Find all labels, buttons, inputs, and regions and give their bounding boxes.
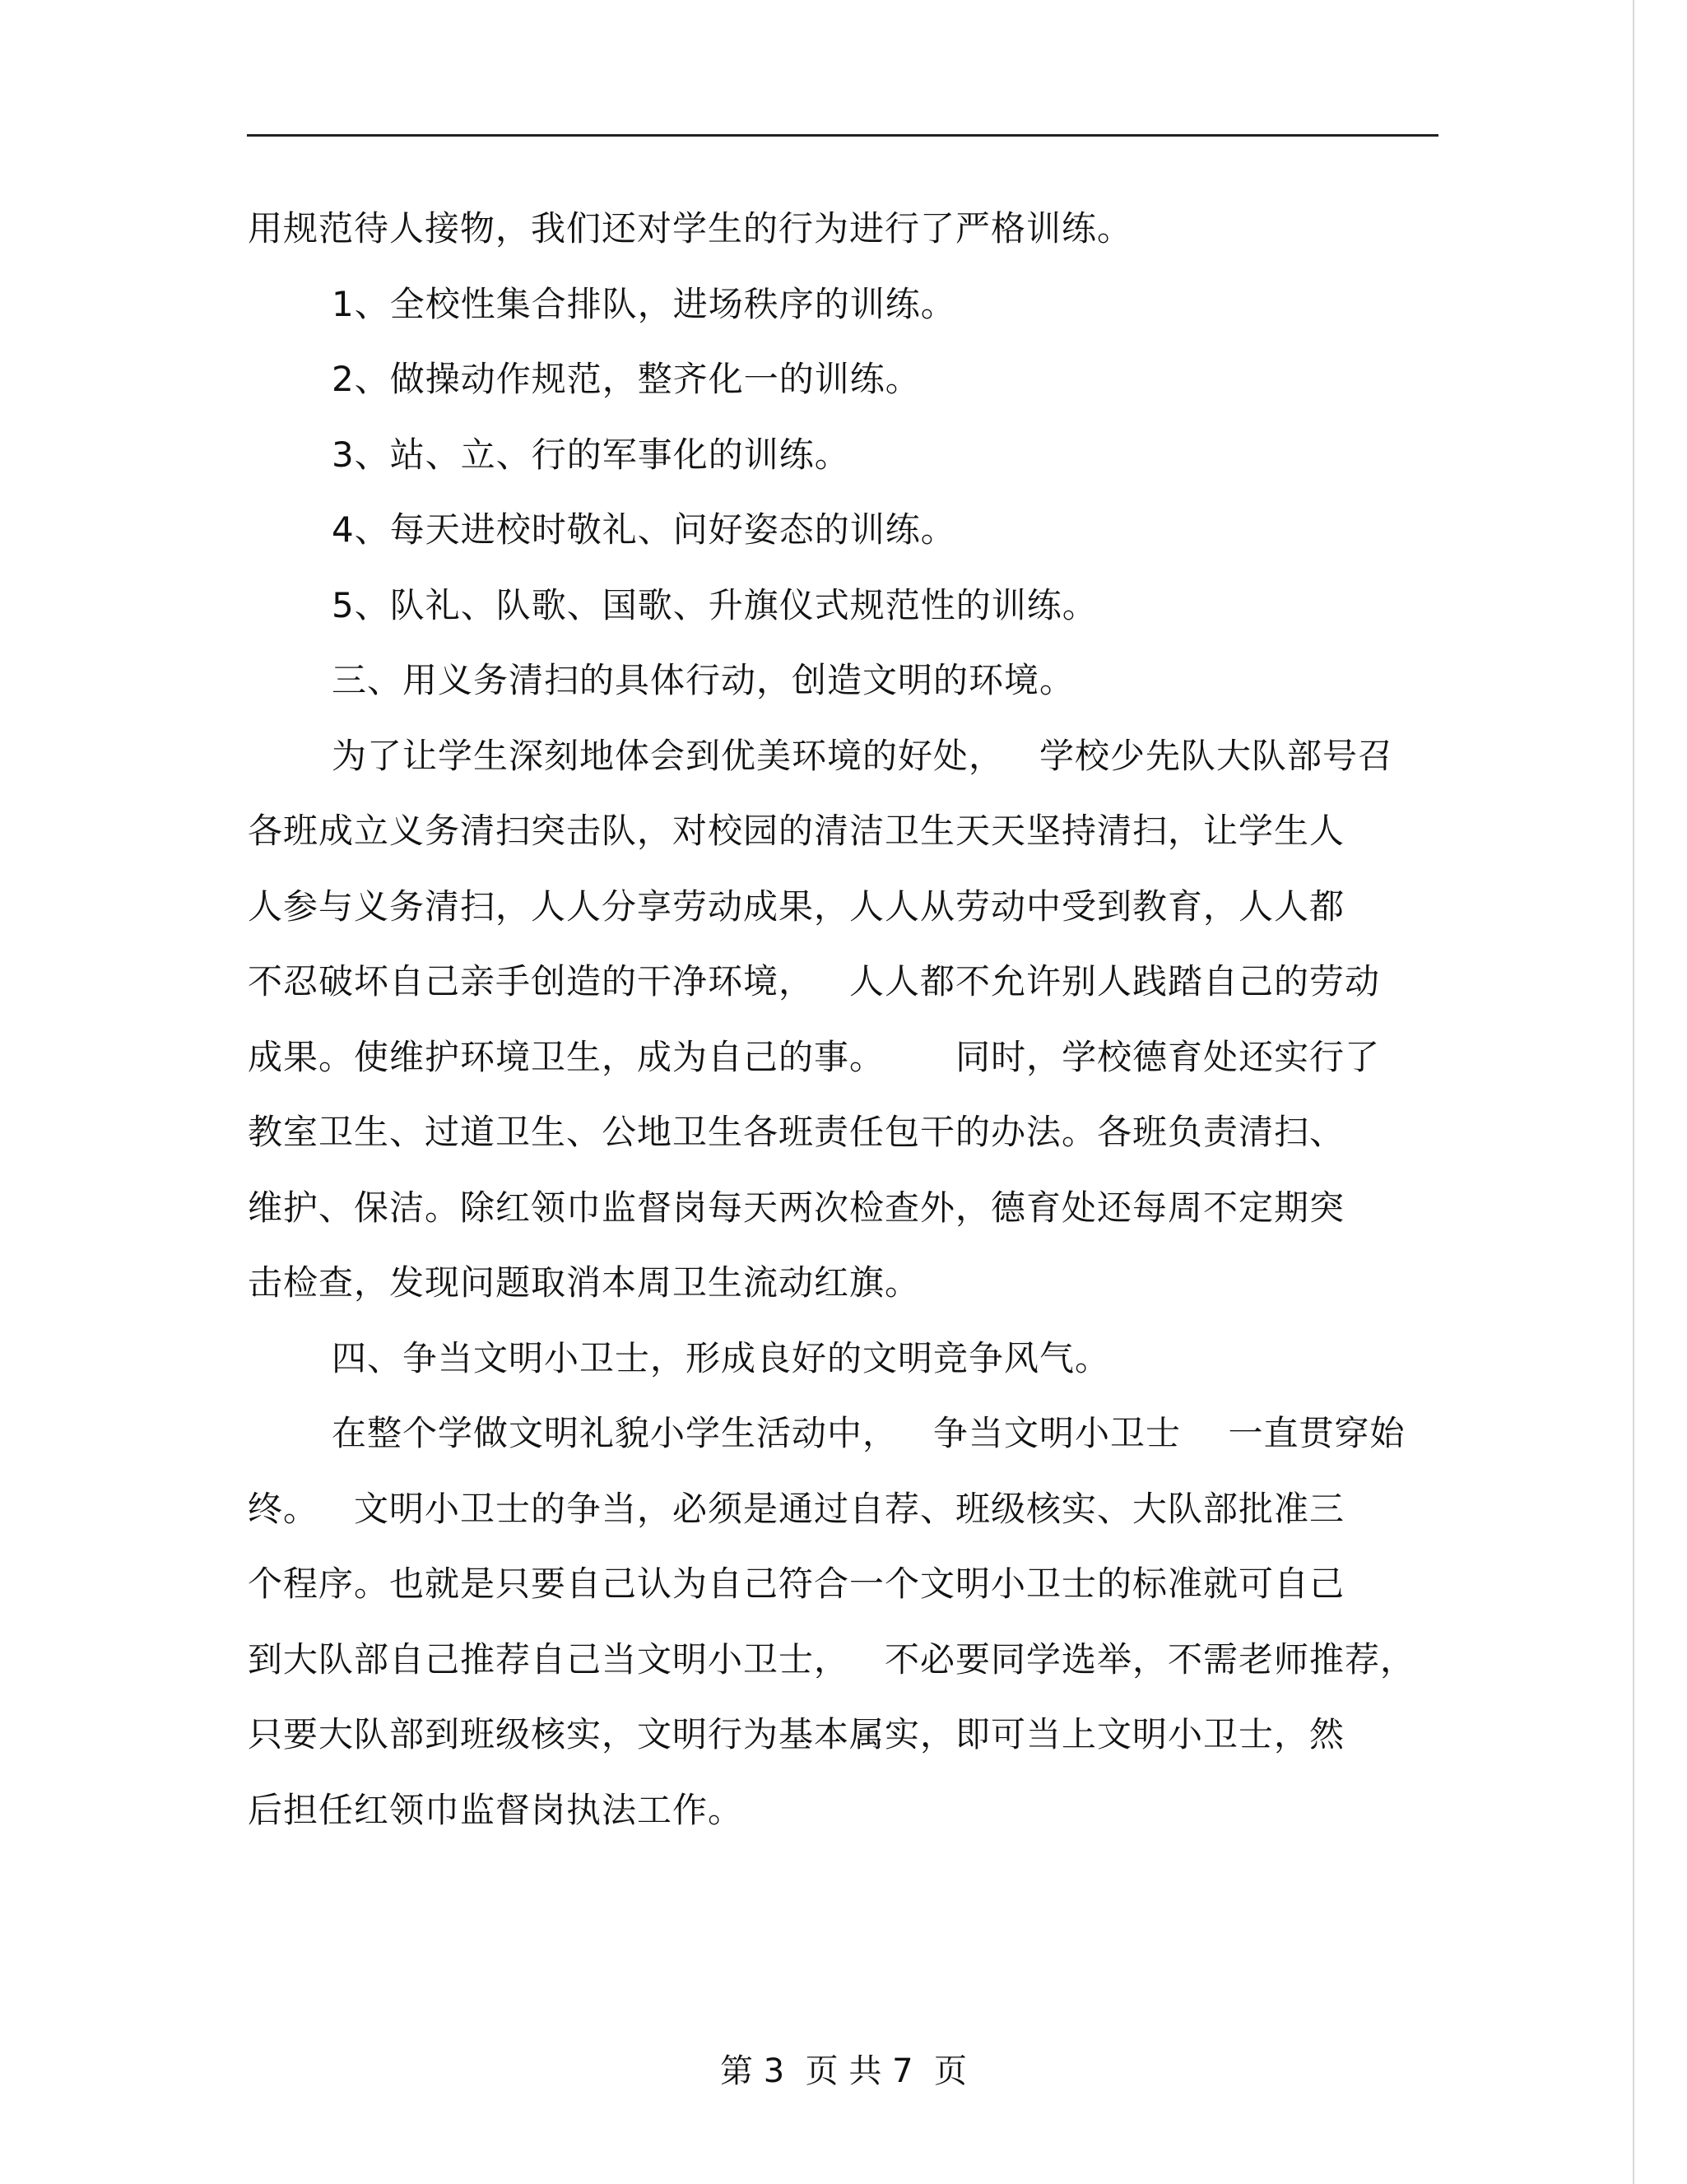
paragraph-line: 维护、保洁。除红领巾监督岗每天两次检查外，德育处还每周不定期突 <box>248 1187 1345 1228</box>
paragraph-line: 成果。使维护环境卫生，成为自己的事。 同时，学校德育处还实行了 <box>248 1036 1381 1077</box>
paragraph-line: 1、全校性集合排队，进场秩序的训练。 <box>332 283 956 324</box>
paragraph-line: 不忍破坏自己亲手创造的干净环境， 人人都不允许别人践踏自己的劳动 <box>248 961 1381 1001</box>
paragraph-line: 2、做操动作规范，整齐化一的训练。 <box>332 359 921 399</box>
paragraph-line: 各班成立义务清扫突击队，对校园的清洁卫生天天坚持清扫，让学生人 <box>248 811 1345 851</box>
header-rule <box>247 134 1438 137</box>
paragraph-line: 个程序。也就是只要自己认为自己符合一个文明小卫士的标准就可自己 <box>248 1564 1345 1604</box>
paragraph-line: 只要大队部到班级核实，文明行为基本属实，即可当上文明小卫士，然 <box>248 1714 1345 1754</box>
document-body <box>248 191 1449 1847</box>
paragraph-line: 击检查，发现问题取消本周卫生流动红旗。 <box>248 1262 921 1303</box>
paragraph-line: 后担任红领巾监督岗执法工作。 <box>248 1789 744 1830</box>
page-edge-divider <box>1633 0 1634 2184</box>
paragraph-line: 在整个学做文明礼貌小学生活动中， 争当文明小卫士 一直贯穿始 <box>332 1413 1406 1453</box>
paragraph-line: 3、站、立、行的军事化的训练。 <box>332 434 850 475</box>
paragraph-line: 教室卫生、过道卫生、公地卫生各班责任包干的办法。各班负责清扫、 <box>248 1112 1345 1152</box>
paragraph-line: 用规范待人接物，我们还对学生的行为进行了严格训练。 <box>248 208 1133 249</box>
paragraph-line: 人参与义务清扫，人人分享劳动成果，人人从劳动中受到教育，人人都 <box>248 885 1345 927</box>
paragraph-line: 4、每天进校时敬礼、问好姿态的训练。 <box>332 509 956 550</box>
paragraph-line: 为了让学生深刻地体会到优美环境的好处， 学校少先队大队部号召 <box>332 735 1394 776</box>
paragraph-line: 四、争当文明小卫士，形成良好的文明竞争风气。 <box>332 1337 1111 1378</box>
page-number-footer: 第 3 页 共 7 页 <box>720 2052 967 2090</box>
paragraph-line: 到大队部自己推荐自己当文明小卫士， 不必要同学选举，不需老师推荐， <box>248 1638 1416 1680</box>
paragraph-line: 终。 文明小卫士的争当，必须是通过自荐、班级核实、大队部批准三 <box>248 1488 1345 1529</box>
paragraph-line: 三、用义务清扫的具体行动，创造文明的环境。 <box>332 660 1076 700</box>
paragraph-line: 5、队礼、队歌、国歌、升旗仪式规范性的训练。 <box>332 584 1098 625</box>
